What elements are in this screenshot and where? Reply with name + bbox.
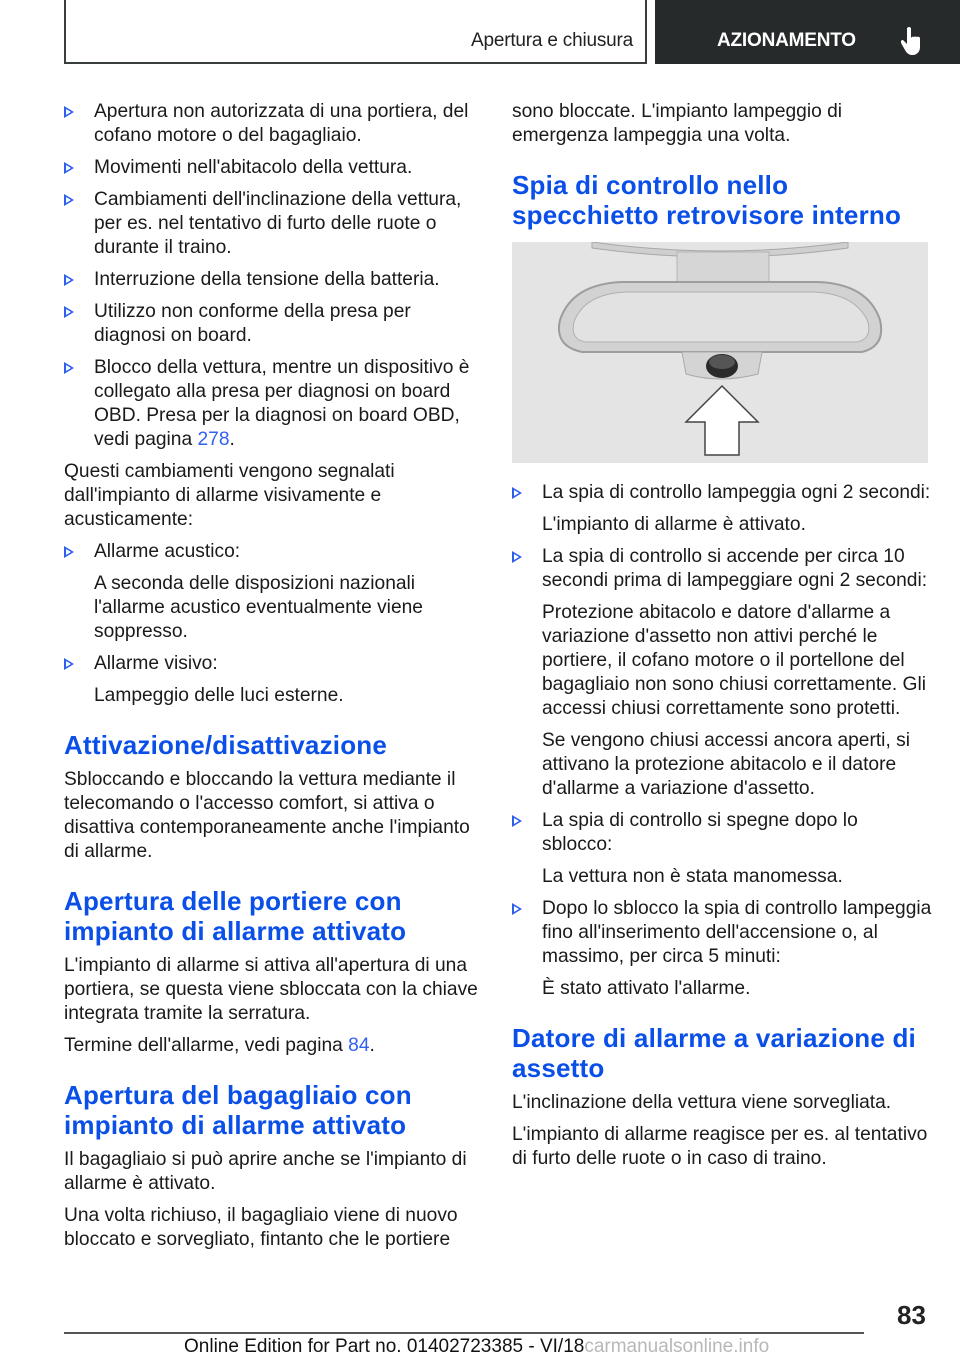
chapter-title: AZIONAMENTO [717,30,856,51]
footer-edition: Online Edition for Part no. 01402723385 - VI/18carmanualsonline.info [184,1336,770,1357]
triangle-bullet-icon [64,106,74,118]
intro-paragraph: Questi cambiamenti vengono segnalati dall'impianto di allarme visivamente e acusticamente: [64,461,395,530]
list-item: Movimenti nell'abitacolo della vettura. [64,156,479,180]
heading-tilt-sensor: Datore di allarme a variazione di assetto [512,1023,916,1083]
right-column: sono bloccate. L'impianto lampeggio di emergenza lampeggia una volta. Spia di controllo nello specchietto retrovisore interno La spia di controllo lampeggia ogni 2 secondi: L'impianto di allarme è attivato. La spia di controllo si accende per circa 10 secondi prima di lampeggiare ogni 2 secondi: Protezione abitacolo e datore d'allarme a variazione d'assetto non attivi perché le portiere, il cofano motore o il portellone del bagagliaio non sono chiusi correttamente. Gli accessi chiusi correttamente sono protetti. Se vengono chiusi accessi ancora aperti, si attivano la protezione abitacolo e il datore d'allarme a variazione d'assetto. La spia di controllo si spegne dopo lo sblocco: La vettura non è stata manomessa. Dopo lo sblocco la spia di controllo lampeggia fino all'inserimento dell'accensione o, al massimo, per circa 5 minuti: È stato attivato l'allarme. Datore di allarme a variazione di assetto L'inclinazione della vettura viene sorvegliata. L'impianto di allarme reagisce per es. al tentativo di furto delle ruote o in caso di traino. [512,101,932,1169]
list-item: Blocco della vettura, mentre un dispositivo è collegato alla presa per diagnosi on board OBD. Presa per la diagnosi on board OBD, vedi pagina 278. [64,356,479,452]
list-item: Cambiamenti dell'inclinazione della vettura, per es. nel tentativo di furto delle ruote o durante il traino. [64,188,479,260]
list-item: Apertura non autorizzata di una portiera, del cofano motore o del bagagliaio. [64,100,479,148]
heading-trunk: Apertura del bagagliaio con impianto di allarme attivato [64,1080,412,1140]
list-item: Utilizzo non conforme della presa per diagnosi on board. [64,300,479,348]
footer-divider [64,1332,864,1334]
triangle-bullet-icon [64,546,74,558]
heading-activation: Attivazione/disattivazione [64,730,388,760]
watermark: carmanualsonline.info [584,1336,770,1357]
triangle-bullet-icon [512,815,522,827]
mirror-indicator-icon [512,242,928,463]
header-chapter-tab [655,0,960,64]
list-item: La spia di controllo lampeggia ogni 2 secondi: L'impianto di allarme è attivato. [512,481,932,537]
list-item: Allarme acustico: A seconda delle disposizioni nazionali l'allarme acustico eventualmente viene soppresso. [64,540,479,644]
pointing-hand-icon [901,26,923,56]
left-column: Apertura non autorizzata di una portiera, del cofano motore o del bagagliaio. Movimenti nell'abitacolo della vettura. Cambiamenti dell'inclinazione della vettura, per es. nel tentativo di furto delle ruote o durante il traino. Interruzione della tensione della batteria. Utilizzo non conforme della presa per diagnosi on board. Blocco della vettura, mentre un dispositivo è collegato alla presa per diagnosi on board OBD. Presa per la diagnosi on board OBD, vedi pagina 278. Questi cambiamenti vengono segnalati dall'impianto di allarme visivamente e acusticamente: Allarme acustico: A seconda delle disposizioni nazionali l'allarme acustico eventualmente viene soppresso. Allarme visivo: Lampeggio delle luci esterne. Attivazione/disattivazione Sbloccando e bloccando la vettura mediante il telecomando o l'accesso comfort, si attiva o disattiva contemporaneamente anche l'impianto di allarme. Apertura delle portiere con impianto di allarme attivato L'impianto di allarme si attiva all'apertura di una portiera, se questa viene sbloccata con la chiave integrata tramite la serratura. Termine dell'allarme, vedi pagina 84. Apertura del bagagliaio con impianto di allarme attivato Il bagagliaio si può aprire anche se l'impianto di allarme è attivato. Una volta richiuso, il bagagliaio viene di nuovo bloccato e sorvegliato, fintanto che le portiere [64,101,478,1250]
header-section-box [64,0,647,64]
triangle-bullet-icon [64,658,74,670]
section-title: Apertura e chiusura [470,30,633,51]
rear-view-mirror-illustration [512,242,928,463]
list-item: Interruzione della tensione della batteria. [64,268,479,292]
page-link-84[interactable]: 84 [348,1035,370,1056]
list-item: La spia di controllo si spegne dopo lo sblocco: La vettura non è stata manomessa. [512,809,932,889]
list-item: Allarme visivo: Lampeggio delle luci esterne. [64,652,479,708]
heading-doors: Apertura delle portiere con impianto di allarme attivato [64,886,407,946]
triangle-bullet-icon [512,487,522,499]
triangle-bullet-icon [64,362,74,374]
triangle-bullet-icon [512,903,522,915]
triangle-bullet-icon [64,162,74,174]
list-item: Dopo lo sblocco la spia di controllo lampeggia fino all'inserimento dell'accensione o, al massimo, per circa 5 minuti: È stato attivato l'allarme. [512,897,932,1001]
page-number: 83 [897,1300,926,1330]
triangle-bullet-icon [64,274,74,286]
triangle-bullet-icon [512,551,522,563]
triangle-bullet-icon [64,194,74,206]
triangle-bullet-icon [64,306,74,318]
heading-mirror-indicator: Spia di controllo nello specchietto retrovisore interno [512,170,902,230]
list-item: La spia di controllo si accende per circa 10 secondi prima di lampeggiare ogni 2 secondi: Protezione abitacolo e datore d'allarme a variazione d'assetto non attivi perché le portiere, il cofano motore o il portellone del bagagliaio non sono chiusi correttamente. Gli accessi chiusi correttamente sono protetti. Se vengono chiusi accessi ancora aperti, si attivano la protezione abitacolo e il datore d'allarme a variazione d'assetto. [512,545,932,801]
page-link-278[interactable]: 278 [197,429,230,450]
